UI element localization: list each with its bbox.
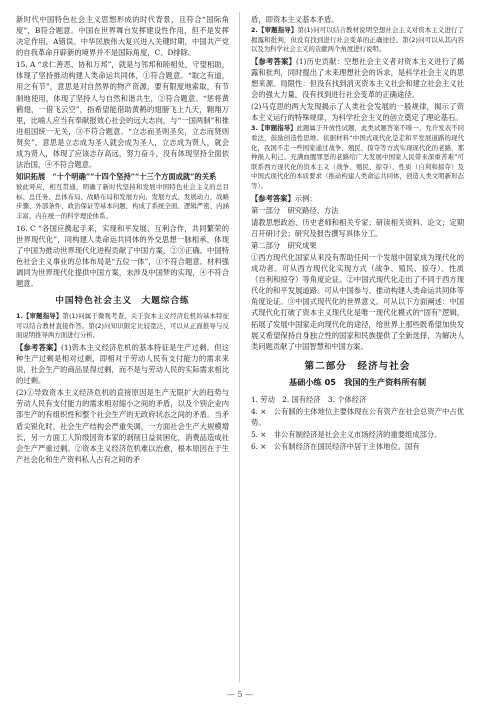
- knowledge-label: 知识拓展: [16, 172, 46, 182]
- q1-answer-1-text: (1)资本主义经济危机的基本特征是生产过剩。但这种生产过剩是相对过剩，即相对于劳动人民有支付能力的需求来说，社会生产的商品显得过剩，而不是与劳动人民的实际需求相比的过剩。: [16, 342, 230, 386]
- q2-guide-label: 2.【审题指导】: [251, 26, 298, 35]
- page-number: — 5 —: [226, 690, 254, 699]
- q2-answer-1-text: (1)历史贡献：空想社会主义者对资本主义进行了揭露和批判，同时提出了未来理想社会的诉求，是科学社会主义的思想来源。局限性：但没有找到消灭资本主义社会和建立社会主义社会的强大力量，没有找到进行社会变革的正确途径。: [251, 56, 465, 100]
- column-divider: [239, 12, 240, 682]
- q3-guide: [251, 124, 464, 191]
- q1-answer-label: 【参考答案】: [16, 342, 62, 352]
- q1-answer-2: (2)①导致资本主义经济危机的直接原因是生产无限扩大的趋势与劳动人民有支付能力的需求相对缩小之间的矛盾，以及个别企业内部生产的有组织性和整个社会生产的无政府状态之间的矛盾。当矛盾尖锐化时，社会生产结构会严重失调，一方面社会生产大规模增长，另一方面工人阶级因资本家的剥削日益贫困化，消费品造成社会生产严重过剩。②资本主义经济危机难以治愈，根本原因在于生产社会化和生产资料私人占有之间的矛: [16, 388, 229, 464]
- q2-answer-1: [251, 56, 464, 100]
- left-column: [16, 14, 229, 466]
- answer-15: 15. A “求仁善恶、协和万邦”，就是与邻邦和睦相处，守望相助，体现了坚持推动构建人类命运共同体，①符合题意。“取之有道，用之有节”，意思是对自然界的物产资源，要有限度地索取，有节制地使用，体现了坚持人与自然和谐共生，②符合题意。“惩将黄鹤翅，一借飞云空”，指希望能借助黄鹤的翅膀飞上九天，翱翔万里，比喻人应当有奉献报效心社会的远大志向，与“一国两制”和推进祖国统一无关，③不符合题意。“立志而圣则圣矣，立志而贤则贤矣”，意思是立志成为圣人就会成为圣人，立志成为贤人，就会成为贤人，体现了应该志存高远，努力奋斗，没有体现坚持全面依法治国，④不符合题意。: [16, 60, 229, 170]
- basic-answer-2: 4. × 公有制的主体地位主要体现在公有资产在社会总资产中占优势。: [251, 406, 464, 427]
- section-title: 中国特色社会主义 大题综合练: [55, 296, 190, 307]
- paragraph: 新时代中国特色社会主义思想形成的时代背景，且符合“国际角度”，B符合题意。中国在世界舞台发挥建设性作用，但不是发挥决定作用，A错误。中华民族伟大复兴进入关键时期，中国共产党的自我革命开辟新的境界并不是国际角度，C、D排除。: [16, 15, 229, 58]
- answer-16: 16. C “各国应携起手来，实现和平发展、互利合作，共同繁荣的世界现代化”，同构建人类命运共同体的外交思想一脉相承，体现了中国为推动世界现代化进程贡献了中国方案，②③正确。中国特色社会主义事业的总体布局是“五位一体”，①不符合题意。材料强调同为世界现代化提供中国方案，未涉及中国梦的实现，④不符合题意。: [16, 223, 229, 288]
- q3-part-1: 第一部分 研究路径、方法: [251, 205, 339, 215]
- q1-guide-label: 1.【审题指导】: [16, 312, 63, 321]
- right-column: [251, 14, 464, 453]
- q2-guide: [251, 26, 464, 55]
- q3-guide-label: 3.【审题指导】: [251, 124, 297, 133]
- q1-guide: [16, 312, 229, 341]
- q1-answer-1: [16, 342, 229, 386]
- q3-answer-intro-text: 示例：: [294, 193, 317, 203]
- q3-guide-text: 此题属于开放性试题，此类试题答案不唯一，允许发表不同看法，鼓励创造性思维。依据材料“中国式现代化是走和平发展道路的现代化，我国不走一些国家通过战争、殖民、掠夺等方式实现现代化的老路，那种损人利己、充满血腥罪恶的老路给广大发展中国家人民带来深重苦难”可联系西方现代化的资本主义（战争、殖民、掠夺）、性质（自利和掠夺）及中国式现代化的本质要求（推动构建人类命运共同体，创造人类文明新形态等）。: [251, 124, 465, 191]
- basic-answer-4: 6. × 公有制经济在国民经济中居于主体地位。国有: [251, 442, 420, 452]
- basic-answer-1: 1. 劳动 2. 国有经济 3. 个体经济: [251, 394, 367, 404]
- knowledge-text: 彼此呼应，相互贯通，明确了新时代坚持和发展中国特色社会主义的总目标、总任务、总体布局、战略布局和发展方向、发展方式、发展动力、战略步骤、外部条件、政治保证等基本问题，构成了系统全面、逻辑严密、内涵丰富、内在统一的科学理论体系。: [16, 183, 229, 220]
- q2-guide-text: 第(1)问可以结合教材说明空想社会主义对资本主义进行了揭露和批判，但没有找到进行社会变革的正确途径。第(2)问可以从其内容以及为科学社会主义的贡献两个角度进行说明。: [251, 26, 465, 54]
- q3-answer-intro: [251, 193, 464, 204]
- q2-answer-2: (2)马克思的两大发现揭示了人类社会发展的一般规律，揭示了资本主义运行的特殊规律，为科学社会主义的创立奠定了理论基石。: [251, 102, 464, 123]
- knowledge-box-heading: [16, 171, 229, 182]
- q3-answer-label: 【参考答案】: [251, 193, 295, 203]
- q1-guide-text: 第(1)问属于微观考查，关于资本主义经济危机的基本特征可以结合教材直接作答。第(2)问知识限定比较宽泛，可以从正面推导与反面说明推导两方面进行分析。: [16, 312, 230, 340]
- basic-answer-3: 5. × 非公有制经济是社会主义市场经济的重要组成部分。: [251, 430, 442, 440]
- knowledge-title: “十个明确”“十四个坚持”“十三个方面成就”的关系: [52, 172, 217, 182]
- q2-answer-label: 【参考答案】: [251, 56, 297, 66]
- part-title: 第二部分 经济与社会: [304, 360, 411, 372]
- paragraph: 盾，即资本主义基本矛盾。: [251, 15, 339, 24]
- sub-title: 基础小练 05 我国的生产资料所有制: [288, 377, 427, 388]
- q3-part-2: 第二部分 研究成果: [251, 240, 317, 250]
- q3-result: ①西方现代化国家从来没有帮助任何一个发展中国家成为现代化的成功者。可从西方现代化实现方式（战争、殖民、掠夺）、性质（自利和掠夺）等角度论证。②中国式现代化走出了不同于西方现代化的和平发展道路。可从中国参与、推动构建人类命运共同体等角度论证。③中国式现代化的世界意义。可从以下方面阐述：中国式现代化打破了资本主义现代化是唯一现代化模式的“固有”逻辑，拓展了发展中国家走向现代化的途径，给世界上那些既希望加快发展又希望保持自身独立性的国家和民族提供了全新选择，为解决人类问题贡献了中国智慧和中国方案。: [251, 253, 464, 351]
- q3-method: 请教思想政治、历史老师和相关专家；研读相关资料、论文；定期召开研讨会；研究及报告撰写具体分工。: [251, 217, 464, 238]
